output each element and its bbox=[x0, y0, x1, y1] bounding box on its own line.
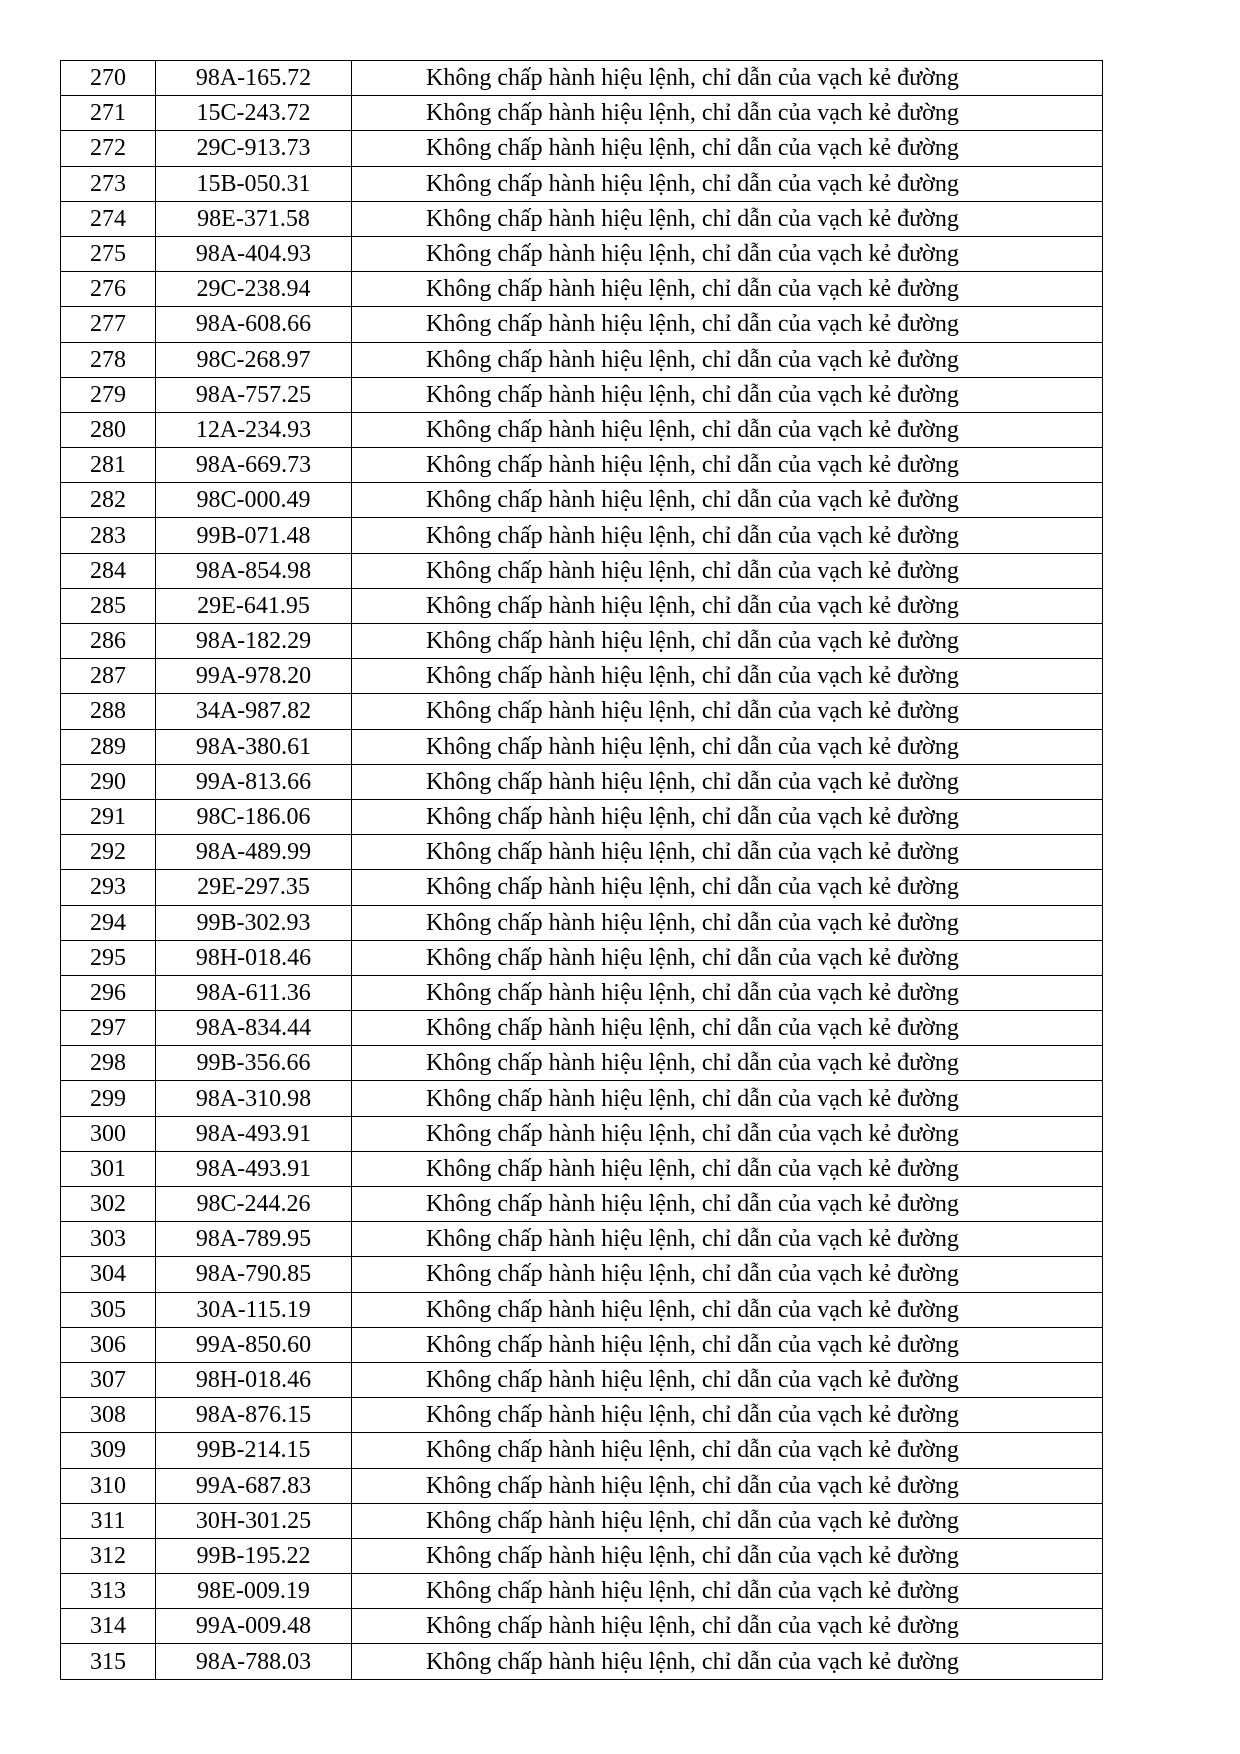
table-row bbox=[61, 1433, 1103, 1468]
table-row bbox=[61, 201, 1103, 236]
table-row bbox=[61, 131, 1103, 166]
violation-description-cell: Không chấp hành hiệu lệnh, chỉ dẫn của vạch kẻ đường bbox=[352, 1503, 1103, 1538]
row-number-cell: 296 bbox=[61, 975, 156, 1010]
table-row bbox=[61, 1081, 1103, 1116]
table-row bbox=[61, 1398, 1103, 1433]
violation-description-cell: Không chấp hành hiệu lệnh, chỉ dẫn của vạch kẻ đường bbox=[352, 553, 1103, 588]
table-row bbox=[61, 624, 1103, 659]
table-row bbox=[61, 1362, 1103, 1397]
violation-description-cell: Không chấp hành hiệu lệnh, chỉ dẫn của vạch kẻ đường bbox=[352, 518, 1103, 553]
row-number-cell: 310 bbox=[61, 1468, 156, 1503]
row-number-cell: 302 bbox=[61, 1187, 156, 1222]
row-number-cell: 295 bbox=[61, 940, 156, 975]
row-number-cell: 306 bbox=[61, 1327, 156, 1362]
license-plate-cell: 34A-987.82 bbox=[156, 694, 352, 729]
license-plate-cell: 29E-641.95 bbox=[156, 588, 352, 623]
license-plate-cell: 98E-371.58 bbox=[156, 201, 352, 236]
license-plate-cell: 29C-913.73 bbox=[156, 131, 352, 166]
violation-description-cell: Không chấp hành hiệu lệnh, chỉ dẫn của vạch kẻ đường bbox=[352, 412, 1103, 447]
table-row bbox=[61, 236, 1103, 271]
license-plate-cell: 98A-310.98 bbox=[156, 1081, 352, 1116]
row-number-cell: 286 bbox=[61, 624, 156, 659]
license-plate-cell: 99B-302.93 bbox=[156, 905, 352, 940]
license-plate-cell: 98A-757.25 bbox=[156, 377, 352, 412]
violation-description-cell: Không chấp hành hiệu lệnh, chỉ dẫn của vạch kẻ đường bbox=[352, 1327, 1103, 1362]
row-number-cell: 308 bbox=[61, 1398, 156, 1433]
row-number-cell: 307 bbox=[61, 1362, 156, 1397]
table-row bbox=[61, 553, 1103, 588]
violation-description-cell: Không chấp hành hiệu lệnh, chỉ dẫn của vạch kẻ đường bbox=[352, 1644, 1103, 1679]
table-row bbox=[61, 1574, 1103, 1609]
violation-description-cell: Không chấp hành hiệu lệnh, chỉ dẫn của vạch kẻ đường bbox=[352, 448, 1103, 483]
row-number-cell: 301 bbox=[61, 1151, 156, 1186]
row-number-cell: 282 bbox=[61, 483, 156, 518]
table-row bbox=[61, 1644, 1103, 1679]
license-plate-cell: 98A-493.91 bbox=[156, 1151, 352, 1186]
row-number-cell: 290 bbox=[61, 764, 156, 799]
table-row bbox=[61, 835, 1103, 870]
violation-description-cell: Không chấp hành hiệu lệnh, chỉ dẫn của vạch kẻ đường bbox=[352, 61, 1103, 96]
violation-description-cell: Không chấp hành hiệu lệnh, chỉ dẫn của vạch kẻ đường bbox=[352, 905, 1103, 940]
row-number-cell: 312 bbox=[61, 1538, 156, 1573]
row-number-cell: 279 bbox=[61, 377, 156, 412]
violation-description-cell: Không chấp hành hiệu lệnh, chỉ dẫn của vạch kẻ đường bbox=[352, 377, 1103, 412]
license-plate-cell: 99A-850.60 bbox=[156, 1327, 352, 1362]
row-number-cell: 277 bbox=[61, 307, 156, 342]
license-plate-cell: 29C-238.94 bbox=[156, 272, 352, 307]
row-number-cell: 276 bbox=[61, 272, 156, 307]
license-plate-cell: 99A-813.66 bbox=[156, 764, 352, 799]
violation-description-cell: Không chấp hành hiệu lệnh, chỉ dẫn của vạch kẻ đường bbox=[352, 940, 1103, 975]
violation-description-cell: Không chấp hành hiệu lệnh, chỉ dẫn của vạch kẻ đường bbox=[352, 307, 1103, 342]
row-number-cell: 287 bbox=[61, 659, 156, 694]
table-row bbox=[61, 166, 1103, 201]
row-number-cell: 297 bbox=[61, 1011, 156, 1046]
row-number-cell: 292 bbox=[61, 835, 156, 870]
violation-description-cell: Không chấp hành hiệu lệnh, chỉ dẫn của vạch kẻ đường bbox=[352, 1292, 1103, 1327]
violation-description-cell: Không chấp hành hiệu lệnh, chỉ dẫn của vạch kẻ đường bbox=[352, 729, 1103, 764]
license-plate-cell: 12A-234.93 bbox=[156, 412, 352, 447]
table-row bbox=[61, 1538, 1103, 1573]
table-row bbox=[61, 905, 1103, 940]
table-row bbox=[61, 588, 1103, 623]
row-number-cell: 309 bbox=[61, 1433, 156, 1468]
license-plate-cell: 98A-611.36 bbox=[156, 975, 352, 1010]
violation-description-cell: Không chấp hành hiệu lệnh, chỉ dẫn của vạch kẻ đường bbox=[352, 624, 1103, 659]
table-row bbox=[61, 870, 1103, 905]
violation-description-cell: Không chấp hành hiệu lệnh, chỉ dẫn của vạch kẻ đường bbox=[352, 1538, 1103, 1573]
license-plate-cell: 99A-978.20 bbox=[156, 659, 352, 694]
table-row bbox=[61, 377, 1103, 412]
table-row bbox=[61, 1151, 1103, 1186]
table-row bbox=[61, 518, 1103, 553]
table-row bbox=[61, 694, 1103, 729]
violation-description-cell: Không chấp hành hiệu lệnh, chỉ dẫn của vạch kẻ đường bbox=[352, 201, 1103, 236]
row-number-cell: 271 bbox=[61, 96, 156, 131]
violation-description-cell: Không chấp hành hiệu lệnh, chỉ dẫn của vạch kẻ đường bbox=[352, 1433, 1103, 1468]
row-number-cell: 273 bbox=[61, 166, 156, 201]
row-number-cell: 303 bbox=[61, 1222, 156, 1257]
table-row bbox=[61, 448, 1103, 483]
license-plate-cell: 98A-404.93 bbox=[156, 236, 352, 271]
table-row bbox=[61, 1187, 1103, 1222]
violation-description-cell: Không chấp hành hiệu lệnh, chỉ dẫn của vạch kẻ đường bbox=[352, 483, 1103, 518]
license-plate-cell: 99B-356.66 bbox=[156, 1046, 352, 1081]
violation-description-cell: Không chấp hành hiệu lệnh, chỉ dẫn của vạch kẻ đường bbox=[352, 1081, 1103, 1116]
license-plate-cell: 98A-788.03 bbox=[156, 1644, 352, 1679]
row-number-cell: 274 bbox=[61, 201, 156, 236]
table-row bbox=[61, 1011, 1103, 1046]
license-plate-cell: 98C-186.06 bbox=[156, 799, 352, 834]
violation-description-cell: Không chấp hành hiệu lệnh, chỉ dẫn của vạch kẻ đường bbox=[352, 131, 1103, 166]
table-row bbox=[61, 1257, 1103, 1292]
table-body bbox=[61, 61, 1103, 1680]
table-row bbox=[61, 1222, 1103, 1257]
license-plate-cell: 98A-493.91 bbox=[156, 1116, 352, 1151]
row-number-cell: 285 bbox=[61, 588, 156, 623]
row-number-cell: 284 bbox=[61, 553, 156, 588]
license-plate-cell: 98A-876.15 bbox=[156, 1398, 352, 1433]
violation-description-cell: Không chấp hành hiệu lệnh, chỉ dẫn của vạch kẻ đường bbox=[352, 1574, 1103, 1609]
row-number-cell: 281 bbox=[61, 448, 156, 483]
row-number-cell: 304 bbox=[61, 1257, 156, 1292]
table-row bbox=[61, 1292, 1103, 1327]
table-row bbox=[61, 940, 1103, 975]
table-row bbox=[61, 272, 1103, 307]
row-number-cell: 278 bbox=[61, 342, 156, 377]
license-plate-cell: 98A-165.72 bbox=[156, 61, 352, 96]
violation-description-cell: Không chấp hành hiệu lệnh, chỉ dẫn của vạch kẻ đường bbox=[352, 96, 1103, 131]
row-number-cell: 291 bbox=[61, 799, 156, 834]
violation-description-cell: Không chấp hành hiệu lệnh, chỉ dẫn của vạch kẻ đường bbox=[352, 1257, 1103, 1292]
row-number-cell: 298 bbox=[61, 1046, 156, 1081]
row-number-cell: 300 bbox=[61, 1116, 156, 1151]
row-number-cell: 270 bbox=[61, 61, 156, 96]
table-row bbox=[61, 1046, 1103, 1081]
license-plate-cell: 98A-854.98 bbox=[156, 553, 352, 588]
table-row bbox=[61, 729, 1103, 764]
row-number-cell: 311 bbox=[61, 1503, 156, 1538]
violation-description-cell: Không chấp hành hiệu lệnh, chỉ dẫn của vạch kẻ đường bbox=[352, 1187, 1103, 1222]
table-row bbox=[61, 1503, 1103, 1538]
license-plate-cell: 99B-214.15 bbox=[156, 1433, 352, 1468]
violation-description-cell: Không chấp hành hiệu lệnh, chỉ dẫn của vạch kẻ đường bbox=[352, 1151, 1103, 1186]
license-plate-cell: 98H-018.46 bbox=[156, 1362, 352, 1397]
license-plate-cell: 98H-018.46 bbox=[156, 940, 352, 975]
violation-description-cell: Không chấp hành hiệu lệnh, chỉ dẫn của vạch kẻ đường bbox=[352, 236, 1103, 271]
table-row bbox=[61, 412, 1103, 447]
table-row bbox=[61, 1609, 1103, 1644]
license-plate-cell: 98A-790.85 bbox=[156, 1257, 352, 1292]
license-plate-cell: 99B-195.22 bbox=[156, 1538, 352, 1573]
table-row bbox=[61, 307, 1103, 342]
violation-description-cell: Không chấp hành hiệu lệnh, chỉ dẫn của vạch kẻ đường bbox=[352, 764, 1103, 799]
row-number-cell: 289 bbox=[61, 729, 156, 764]
violation-description-cell: Không chấp hành hiệu lệnh, chỉ dẫn của vạch kẻ đường bbox=[352, 1398, 1103, 1433]
license-plate-cell: 98C-000.49 bbox=[156, 483, 352, 518]
violations-table bbox=[60, 60, 1103, 1680]
table-row bbox=[61, 799, 1103, 834]
table-row bbox=[61, 1116, 1103, 1151]
table-row bbox=[61, 1468, 1103, 1503]
violation-description-cell: Không chấp hành hiệu lệnh, chỉ dẫn của vạch kẻ đường bbox=[352, 1609, 1103, 1644]
license-plate-cell: 98E-009.19 bbox=[156, 1574, 352, 1609]
table-row bbox=[61, 96, 1103, 131]
row-number-cell: 305 bbox=[61, 1292, 156, 1327]
row-number-cell: 294 bbox=[61, 905, 156, 940]
row-number-cell: 280 bbox=[61, 412, 156, 447]
license-plate-cell: 98A-608.66 bbox=[156, 307, 352, 342]
row-number-cell: 272 bbox=[61, 131, 156, 166]
violation-description-cell: Không chấp hành hiệu lệnh, chỉ dẫn của vạch kẻ đường bbox=[352, 166, 1103, 201]
row-number-cell: 293 bbox=[61, 870, 156, 905]
table-row bbox=[61, 483, 1103, 518]
table-row bbox=[61, 975, 1103, 1010]
table-row bbox=[61, 764, 1103, 799]
license-plate-cell: 98C-268.97 bbox=[156, 342, 352, 377]
license-plate-cell: 98C-244.26 bbox=[156, 1187, 352, 1222]
violation-description-cell: Không chấp hành hiệu lệnh, chỉ dẫn của vạch kẻ đường bbox=[352, 272, 1103, 307]
table-row bbox=[61, 342, 1103, 377]
violation-description-cell: Không chấp hành hiệu lệnh, chỉ dẫn của vạch kẻ đường bbox=[352, 1011, 1103, 1046]
row-number-cell: 313 bbox=[61, 1574, 156, 1609]
license-plate-cell: 98A-489.99 bbox=[156, 835, 352, 870]
license-plate-cell: 99B-071.48 bbox=[156, 518, 352, 553]
violation-description-cell: Không chấp hành hiệu lệnh, chỉ dẫn của vạch kẻ đường bbox=[352, 1116, 1103, 1151]
license-plate-cell: 98A-182.29 bbox=[156, 624, 352, 659]
license-plate-cell: 98A-834.44 bbox=[156, 1011, 352, 1046]
license-plate-cell: 30H-301.25 bbox=[156, 1503, 352, 1538]
violation-description-cell: Không chấp hành hiệu lệnh, chỉ dẫn của vạch kẻ đường bbox=[352, 835, 1103, 870]
row-number-cell: 315 bbox=[61, 1644, 156, 1679]
violation-description-cell: Không chấp hành hiệu lệnh, chỉ dẫn của vạch kẻ đường bbox=[352, 975, 1103, 1010]
row-number-cell: 299 bbox=[61, 1081, 156, 1116]
row-number-cell: 275 bbox=[61, 236, 156, 271]
violation-description-cell: Không chấp hành hiệu lệnh, chỉ dẫn của vạch kẻ đường bbox=[352, 659, 1103, 694]
violation-description-cell: Không chấp hành hiệu lệnh, chỉ dẫn của vạch kẻ đường bbox=[352, 1468, 1103, 1503]
license-plate-cell: 98A-789.95 bbox=[156, 1222, 352, 1257]
violation-description-cell: Không chấp hành hiệu lệnh, chỉ dẫn của vạch kẻ đường bbox=[352, 694, 1103, 729]
row-number-cell: 314 bbox=[61, 1609, 156, 1644]
table-row bbox=[61, 61, 1103, 96]
license-plate-cell: 98A-669.73 bbox=[156, 448, 352, 483]
license-plate-cell: 15C-243.72 bbox=[156, 96, 352, 131]
violation-description-cell: Không chấp hành hiệu lệnh, chỉ dẫn của vạch kẻ đường bbox=[352, 1222, 1103, 1257]
license-plate-cell: 30A-115.19 bbox=[156, 1292, 352, 1327]
violation-description-cell: Không chấp hành hiệu lệnh, chỉ dẫn của vạch kẻ đường bbox=[352, 1362, 1103, 1397]
license-plate-cell: 15B-050.31 bbox=[156, 166, 352, 201]
violation-description-cell: Không chấp hành hiệu lệnh, chỉ dẫn của vạch kẻ đường bbox=[352, 342, 1103, 377]
license-plate-cell: 99A-009.48 bbox=[156, 1609, 352, 1644]
table-row bbox=[61, 1327, 1103, 1362]
row-number-cell: 283 bbox=[61, 518, 156, 553]
license-plate-cell: 98A-380.61 bbox=[156, 729, 352, 764]
violation-description-cell: Không chấp hành hiệu lệnh, chỉ dẫn của vạch kẻ đường bbox=[352, 588, 1103, 623]
license-plate-cell: 29E-297.35 bbox=[156, 870, 352, 905]
violation-description-cell: Không chấp hành hiệu lệnh, chỉ dẫn của vạch kẻ đường bbox=[352, 799, 1103, 834]
license-plate-cell: 99A-687.83 bbox=[156, 1468, 352, 1503]
violation-description-cell: Không chấp hành hiệu lệnh, chỉ dẫn của vạch kẻ đường bbox=[352, 1046, 1103, 1081]
violation-description-cell: Không chấp hành hiệu lệnh, chỉ dẫn của vạch kẻ đường bbox=[352, 870, 1103, 905]
table-row bbox=[61, 659, 1103, 694]
row-number-cell: 288 bbox=[61, 694, 156, 729]
